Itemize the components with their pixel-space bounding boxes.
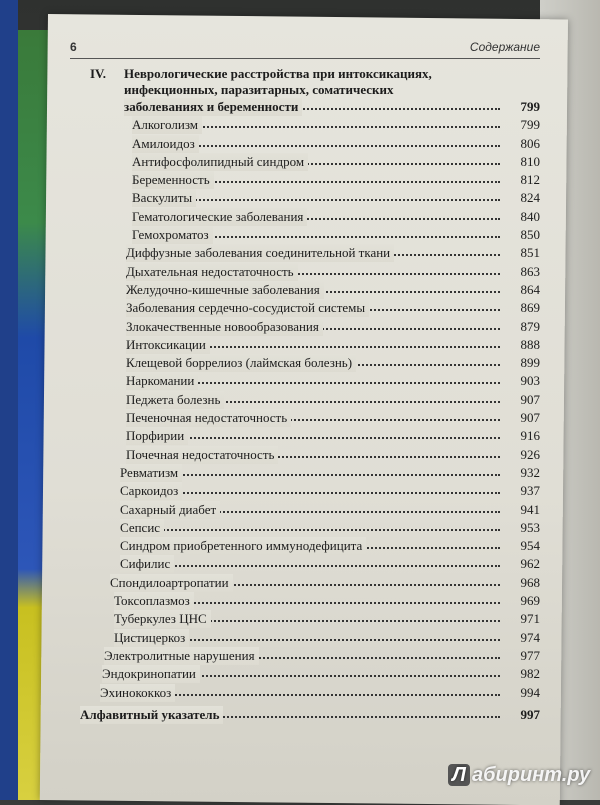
section-title-line: Неврологические расстройства при интоксикациях,	[124, 66, 432, 81]
toc-entry-page: 863	[520, 263, 540, 279]
toc-entry-list	[80, 116, 540, 702]
toc-entry	[126, 263, 540, 281]
toc-entry-label: Спондилоартропатии	[110, 574, 233, 592]
toc-entry-label: Антифосфолипидный синдром	[132, 153, 308, 171]
toc-entry-label: Клещевой боррелиоз (лаймская болезнь)	[126, 354, 356, 372]
toc-entry-page: 850	[520, 227, 540, 243]
toc-entry	[126, 409, 540, 427]
toc-entry-page: 994	[520, 684, 540, 700]
toc-entry-page: 982	[520, 666, 540, 682]
toc-entry-page: 953	[520, 519, 540, 535]
toc-entry-label: Амилоидоз	[132, 135, 199, 153]
toc-entry	[126, 244, 540, 262]
toc-entry-label: Гематологические заболевания	[132, 208, 307, 226]
toc-entry-label: Дыхательная недостаточность	[126, 263, 298, 281]
toc-entry-label: Желудочно-кишечные заболевания	[126, 281, 324, 299]
toc-entry	[132, 116, 540, 134]
toc-entry-page: 799	[520, 117, 540, 133]
toc-entry-label: Электролитные нарушения	[104, 647, 259, 665]
toc-entry-page: 971	[520, 611, 540, 627]
header-rule	[70, 58, 540, 59]
toc-entry-label: Токсоплазмоз	[114, 592, 194, 610]
toc-entry-page: 824	[520, 190, 540, 206]
toc-entry	[102, 665, 540, 683]
toc-entry	[120, 464, 540, 482]
toc-entry	[120, 555, 540, 573]
toc-entry-label: Алкоголизм	[132, 116, 202, 134]
page-header	[70, 40, 540, 58]
toc-entry	[126, 391, 540, 409]
toc-entry	[126, 299, 540, 317]
toc-entry	[104, 647, 540, 665]
toc-entry-label: Эндокринопатии	[102, 665, 200, 683]
toc-entry-label: Почечная недостаточность	[126, 446, 278, 464]
toc-entry	[126, 427, 540, 445]
section-title-line: заболеваниях и беременности	[124, 98, 302, 116]
table-of-contents	[80, 66, 540, 724]
toc-entry-label: Ревматизм	[120, 464, 182, 482]
toc-entry	[114, 610, 540, 628]
toc-entry	[114, 592, 540, 610]
book-cover-edge	[0, 0, 18, 800]
watermark-logo	[448, 764, 590, 787]
toc-entry-label: Педжета болезнь	[126, 391, 224, 409]
toc-entry	[120, 501, 540, 519]
toc-entry	[126, 318, 540, 336]
toc-entry-label: Сепсис	[120, 519, 164, 537]
toc-entry-page: 840	[520, 208, 540, 224]
toc-entry	[120, 519, 540, 537]
toc-entry-label: Порфирии	[126, 427, 188, 445]
toc-entry	[110, 574, 540, 592]
toc-entry	[132, 135, 540, 153]
toc-entry-label: Печеночная недостаточность	[126, 409, 291, 427]
toc-entry	[132, 153, 540, 171]
toc-entry-page: 941	[520, 501, 540, 517]
toc-entry	[126, 281, 540, 299]
toc-entry	[120, 482, 540, 500]
leader-dots	[120, 565, 500, 567]
page-number: 6	[70, 40, 77, 54]
toc-entry-label: Наркомании	[126, 372, 198, 390]
section-heading-last-line	[124, 98, 540, 116]
toc-entry-page: 968	[520, 574, 540, 590]
toc-entry-page: 977	[520, 647, 540, 663]
toc-entry	[120, 537, 540, 555]
toc-entry-label: Беременность	[132, 171, 214, 189]
index-entry	[80, 706, 540, 724]
toc-entry-label: Эхинококкоз	[100, 684, 175, 702]
toc-entry-page: 962	[520, 556, 540, 572]
toc-entry-page: 969	[520, 593, 540, 609]
toc-entry-page: 974	[520, 629, 540, 645]
toc-entry-page: 851	[520, 245, 540, 261]
toc-entry	[126, 446, 540, 464]
toc-entry-page: 864	[520, 281, 540, 297]
toc-entry	[114, 629, 540, 647]
toc-entry-page: 937	[520, 483, 540, 499]
section-page: 799	[520, 99, 540, 114]
section-heading	[80, 66, 540, 98]
toc-entry-page: 810	[520, 153, 540, 169]
watermark-badge: Л	[448, 764, 470, 786]
toc-entry-page: 907	[520, 410, 540, 426]
toc-entry-page: 869	[520, 300, 540, 316]
toc-entry-page: 903	[520, 373, 540, 389]
toc-entry	[100, 684, 540, 702]
toc-entry-page: 916	[520, 428, 540, 444]
index-page: 997	[520, 706, 540, 722]
toc-entry-page: 926	[520, 446, 540, 462]
toc-entry-label: Саркоидоз	[120, 482, 182, 500]
toc-entry-page: 879	[520, 318, 540, 334]
toc-entry	[132, 189, 540, 207]
running-title: Содержание	[469, 40, 540, 54]
section-title-line: инфекционных, паразитарных, соматических	[124, 82, 394, 97]
toc-entry-label: Синдром приобретенного иммунодефицита	[120, 537, 366, 555]
toc-entry-label: Заболевания сердечно-сосудистой системы	[126, 299, 369, 317]
leader-dots	[120, 529, 500, 531]
toc-entry	[126, 336, 540, 354]
toc-entry	[132, 208, 540, 226]
toc-entry-page: 932	[520, 464, 540, 480]
toc-entry-label: Злокачественные новообразования	[126, 318, 323, 336]
toc-entry	[126, 354, 540, 372]
toc-entry-label: Сахарный диабет	[120, 501, 220, 519]
section-number: IV.	[90, 66, 107, 81]
index-label: Алфавитный указатель	[80, 706, 223, 724]
toc-entry-page: 907	[520, 391, 540, 407]
toc-entry-page: 899	[520, 355, 540, 371]
toc-entry	[126, 372, 540, 390]
toc-entry	[132, 171, 540, 189]
watermark-text: абиринт.ру	[472, 764, 591, 786]
toc-entry-page: 806	[520, 135, 540, 151]
toc-entry-label: Сифилис	[120, 555, 174, 573]
toc-entry-page: 954	[520, 538, 540, 554]
toc-entry-label: Интоксикации	[126, 336, 210, 354]
toc-entry-label: Диффузные заболевания соединительной ткани	[126, 244, 394, 262]
toc-entry-label: Гемохроматоз	[132, 226, 213, 244]
toc-entry-page: 812	[520, 172, 540, 188]
toc-entry-page: 888	[520, 336, 540, 352]
toc-entry-label: Цистицеркоз	[114, 629, 189, 647]
toc-entry	[132, 226, 540, 244]
toc-entry-label: Туберкулез ЦНС	[114, 610, 211, 628]
toc-entry-label: Васкулиты	[132, 189, 196, 207]
